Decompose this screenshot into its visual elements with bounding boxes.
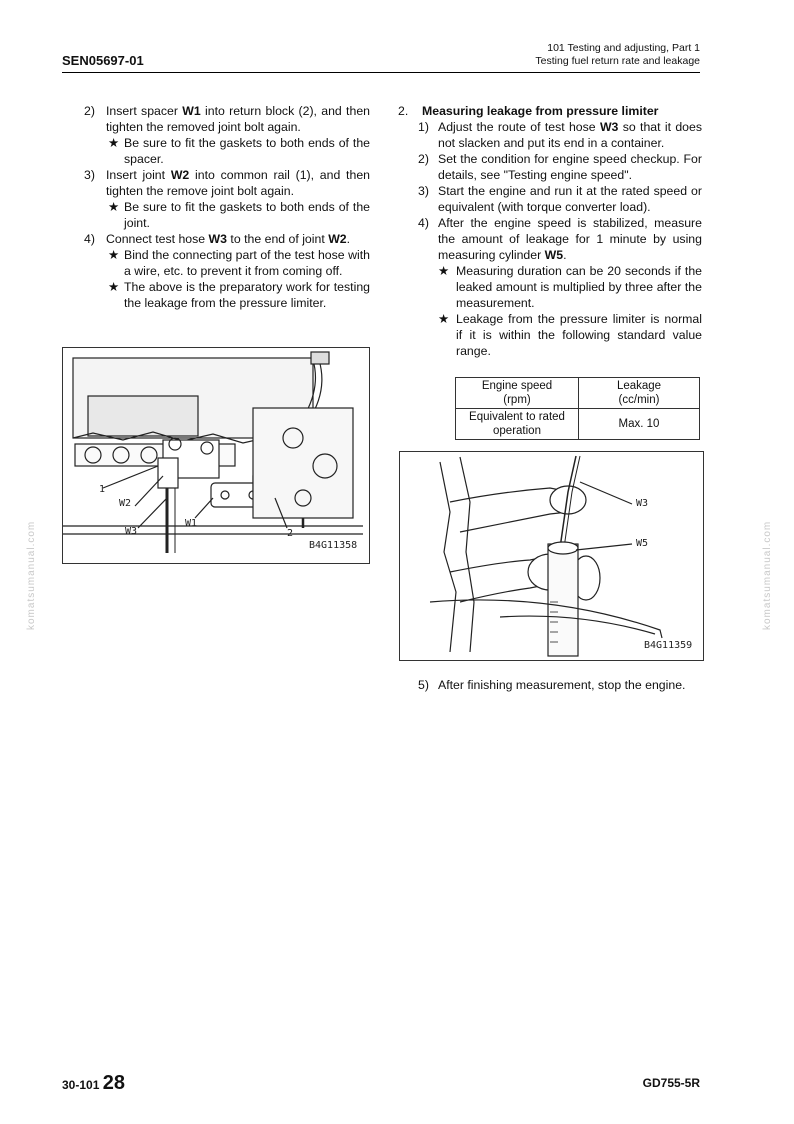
- step-2-note: ★ Be sure to fit the gaskets to both ends of the spacer.: [108, 136, 370, 166]
- substep-4-note-2: ★ Leakage from the pressure limiter is normal if it is within the following standard value range.: [438, 312, 702, 358]
- watermark-right: komatsumanual.com: [762, 520, 773, 630]
- engine-illustration-figure: [62, 347, 370, 564]
- substep-5-wrapper: [396, 677, 702, 693]
- label-w2: W2: [119, 498, 132, 509]
- engine-illustration: [63, 348, 369, 563]
- document-number: SEN05697-01: [62, 53, 144, 68]
- step-2: 2) Insert spacer W1 into return block (2), and then tighten the removed joint bolt again.: [84, 104, 370, 134]
- substep-1: 1) Adjust the route of test hose W3 so that it does not slacken and put its end in a container.: [418, 120, 702, 150]
- model-name: GD755-5R: [642, 1076, 700, 1090]
- label-w1: W1: [185, 518, 198, 529]
- figure-code: B4G11358: [309, 540, 358, 551]
- page-number: 30-101 28: [62, 1072, 125, 1094]
- substep-3: 3) Start the engine and run it at the rated speed or equivalent (with torque converter load).: [418, 184, 702, 214]
- page-title: Testing fuel return rate and leakage: [535, 55, 700, 67]
- measurement-illustration: [400, 452, 703, 660]
- measurement-illustration-figure: [399, 451, 704, 661]
- header-titles: [535, 42, 700, 68]
- step-4: 4) Connect test hose W3 to the end of joint W2.: [84, 232, 351, 246]
- header-leakage: Leakage (cc/min): [579, 378, 700, 409]
- header-rule: [62, 72, 700, 73]
- table-header-row: [456, 378, 700, 409]
- cell-limit: Max. 10: [579, 409, 700, 440]
- substep-4-note-1: ★ Measuring duration can be 20 seconds if the leaked amount is multiplied by three after the measurement.: [438, 264, 702, 310]
- label-w5: W5: [636, 538, 649, 549]
- star-icon: ★: [438, 312, 450, 326]
- label-1: 1: [99, 484, 106, 495]
- right-column: [396, 103, 702, 359]
- star-icon: ★: [438, 264, 450, 278]
- star-icon: ★: [108, 136, 120, 150]
- section-title: 101 Testing and adjusting, Part 1: [547, 42, 700, 54]
- table-row: [456, 409, 700, 440]
- label-2: 2: [287, 528, 294, 539]
- star-icon: ★: [108, 248, 120, 262]
- label-w3: W3: [125, 526, 138, 537]
- step-4-note-1: ★ Bind the connecting part of the test hose with a wire, etc. to prevent it from coming off.: [108, 248, 370, 278]
- substep-2: 2) Set the condition for engine speed checkup. For details, see "Testing engine speed".: [418, 152, 702, 182]
- section-heading: 2. Measuring leakage from pressure limiter: [398, 104, 659, 118]
- star-icon: ★: [108, 200, 120, 214]
- watermark-left: komatsumanual.com: [26, 520, 37, 630]
- star-icon: ★: [108, 280, 120, 294]
- substep-5: 5) After finishing measurement, stop the engine.: [418, 678, 686, 692]
- substep-4: 4) After the engine speed is stabilized, measure the amount of leakage for 1 minute by using measuring cylinder W5.: [418, 216, 702, 262]
- step-3: 3) Insert joint W2 into common rail (1), and then tighten the remove joint bolt again.: [84, 168, 370, 198]
- step-4-note-2: ★ The above is the preparatory work for testing the leakage from the pressure limiter.: [108, 280, 370, 310]
- step-3-note: ★ Be sure to fit the gaskets to both ends of the joint.: [108, 200, 370, 230]
- header-engine-speed: Engine speed (rpm): [456, 378, 579, 409]
- left-column: [80, 103, 370, 311]
- label-w3: W3: [636, 498, 649, 509]
- standard-value-table: [455, 377, 700, 440]
- cell-condition: Equivalent to rated operation: [456, 409, 579, 440]
- figure-code: B4G11359: [644, 640, 693, 651]
